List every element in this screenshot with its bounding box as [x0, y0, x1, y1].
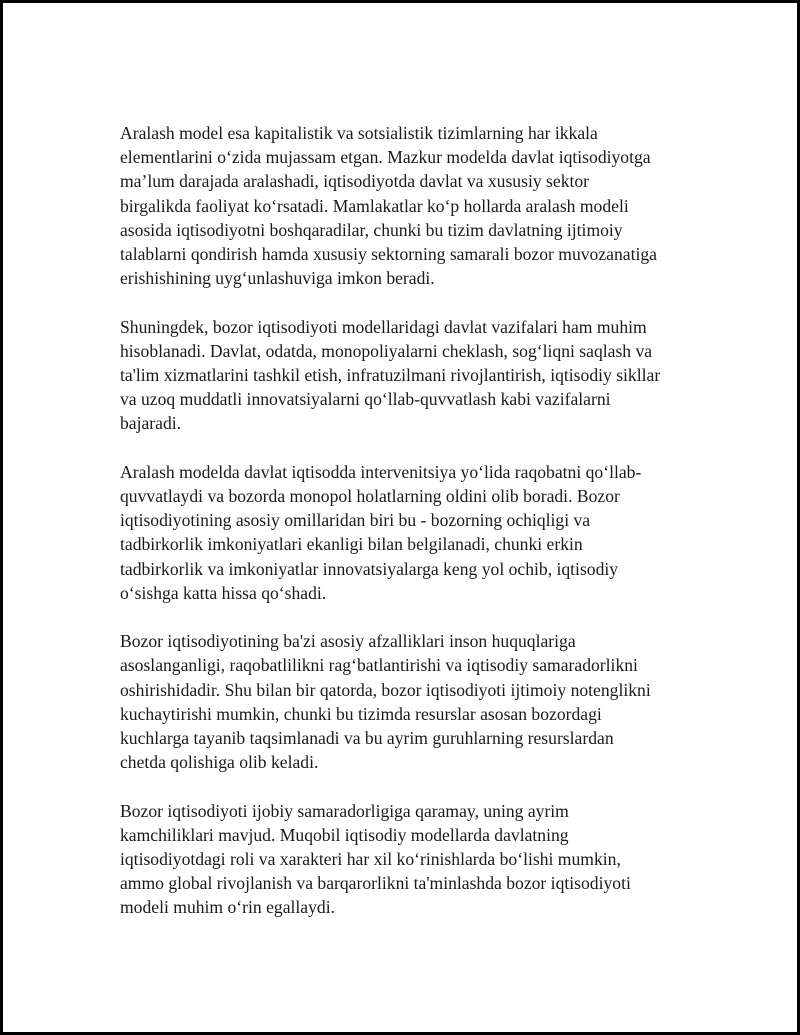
paragraph-2: Shuningdek, bozor iqtisodiyoti modellaridagi davlat vazifalari ham muhim hisoblanadi. Davlat, odatda, monopoliyalarni cheklash, sog‘liqni saqlash va ta'lim xizmatlarini tashkil etish, infratuzilmani rivojlantirish, iqtisodiy sikllar va uzoq muddatli innovatsiyalarni qo‘llab-quvvatlash kabi vazifalarni bajaradi. [120, 316, 661, 434]
paragraph-4: Bozor iqtisodiyotining ba'zi asosiy afzalliklari inson huquqlariga asoslanganligi, raqobatlilikni rag‘batlantirishi va iqtisodiy samaradorlikni oshirishidadir. Shu bilan bir qatorda, bozor iqtisodiyoti ijtimoiy notenglikni kuchaytirishi mumkin, chunki bu tizimda resurslar asosan bozordagi kuchlarga tayanib taqsimlanadi va bu ayrim guruhlarning resurslardan chetda qolishiga olib keladi. [120, 631, 651, 773]
paragraph-3: Aralash modelda davlat iqtisodda intervenitsiya yo‘lida raqobatni qo‘llab- quvvatlaydi va bozorda monopol holatlarning oldini olib boradi. Bozor iqtisodiyotining asosiy omillaridan biri bu - bozorning ochiqligi va tadbirkorlik imkoniyatlari ekanligi bilan belgilanadi, chunki erkin tadbirkorlik va imkoniyatlar innovatsiyalarga keng yol ochib, iqtisodiy o‘sishga katta hissa qo‘shadi. [120, 461, 642, 603]
paragraph-5: Bozor iqtisodiyoti ijobiy samaradorligiga qaramay, uning ayrim kamchiliklari mavjud. Muqobil iqtisodiy modellarda davlatning iqtisodiyotdagi roli va xarakteri har xil ko‘rinishlarda bo‘lishi mumkin, ammo global rivojlanish va barqarorlikni ta'minlashda bozor iqtisodiyoti modeli muhim o‘rin egallaydi. [120, 800, 631, 918]
paragraph-1: Aralash model esa kapitalistik va sotsialistik tizimlarning har ikkala elementlarini o‘zida mujassam etgan. Mazkur modelda davlat iqtisodiyotga ma’lum darajada aralashadi, iqtisodiyotda davlat va xususiy sektor birgalikda faoliyat ko‘rsatadi. Mamlakatlar ko‘p hollarda aralash modeli asosida iqtisodiyotni boshqaradilar, chunki bu tizim davlatning ijtimoiy talablarni qondirish hamda xususiy sektorning samarali bozor muvozanatiga erishishining uyg‘unlashuviga imkon beradi. [120, 123, 657, 289]
document-body [120, 121, 700, 944]
